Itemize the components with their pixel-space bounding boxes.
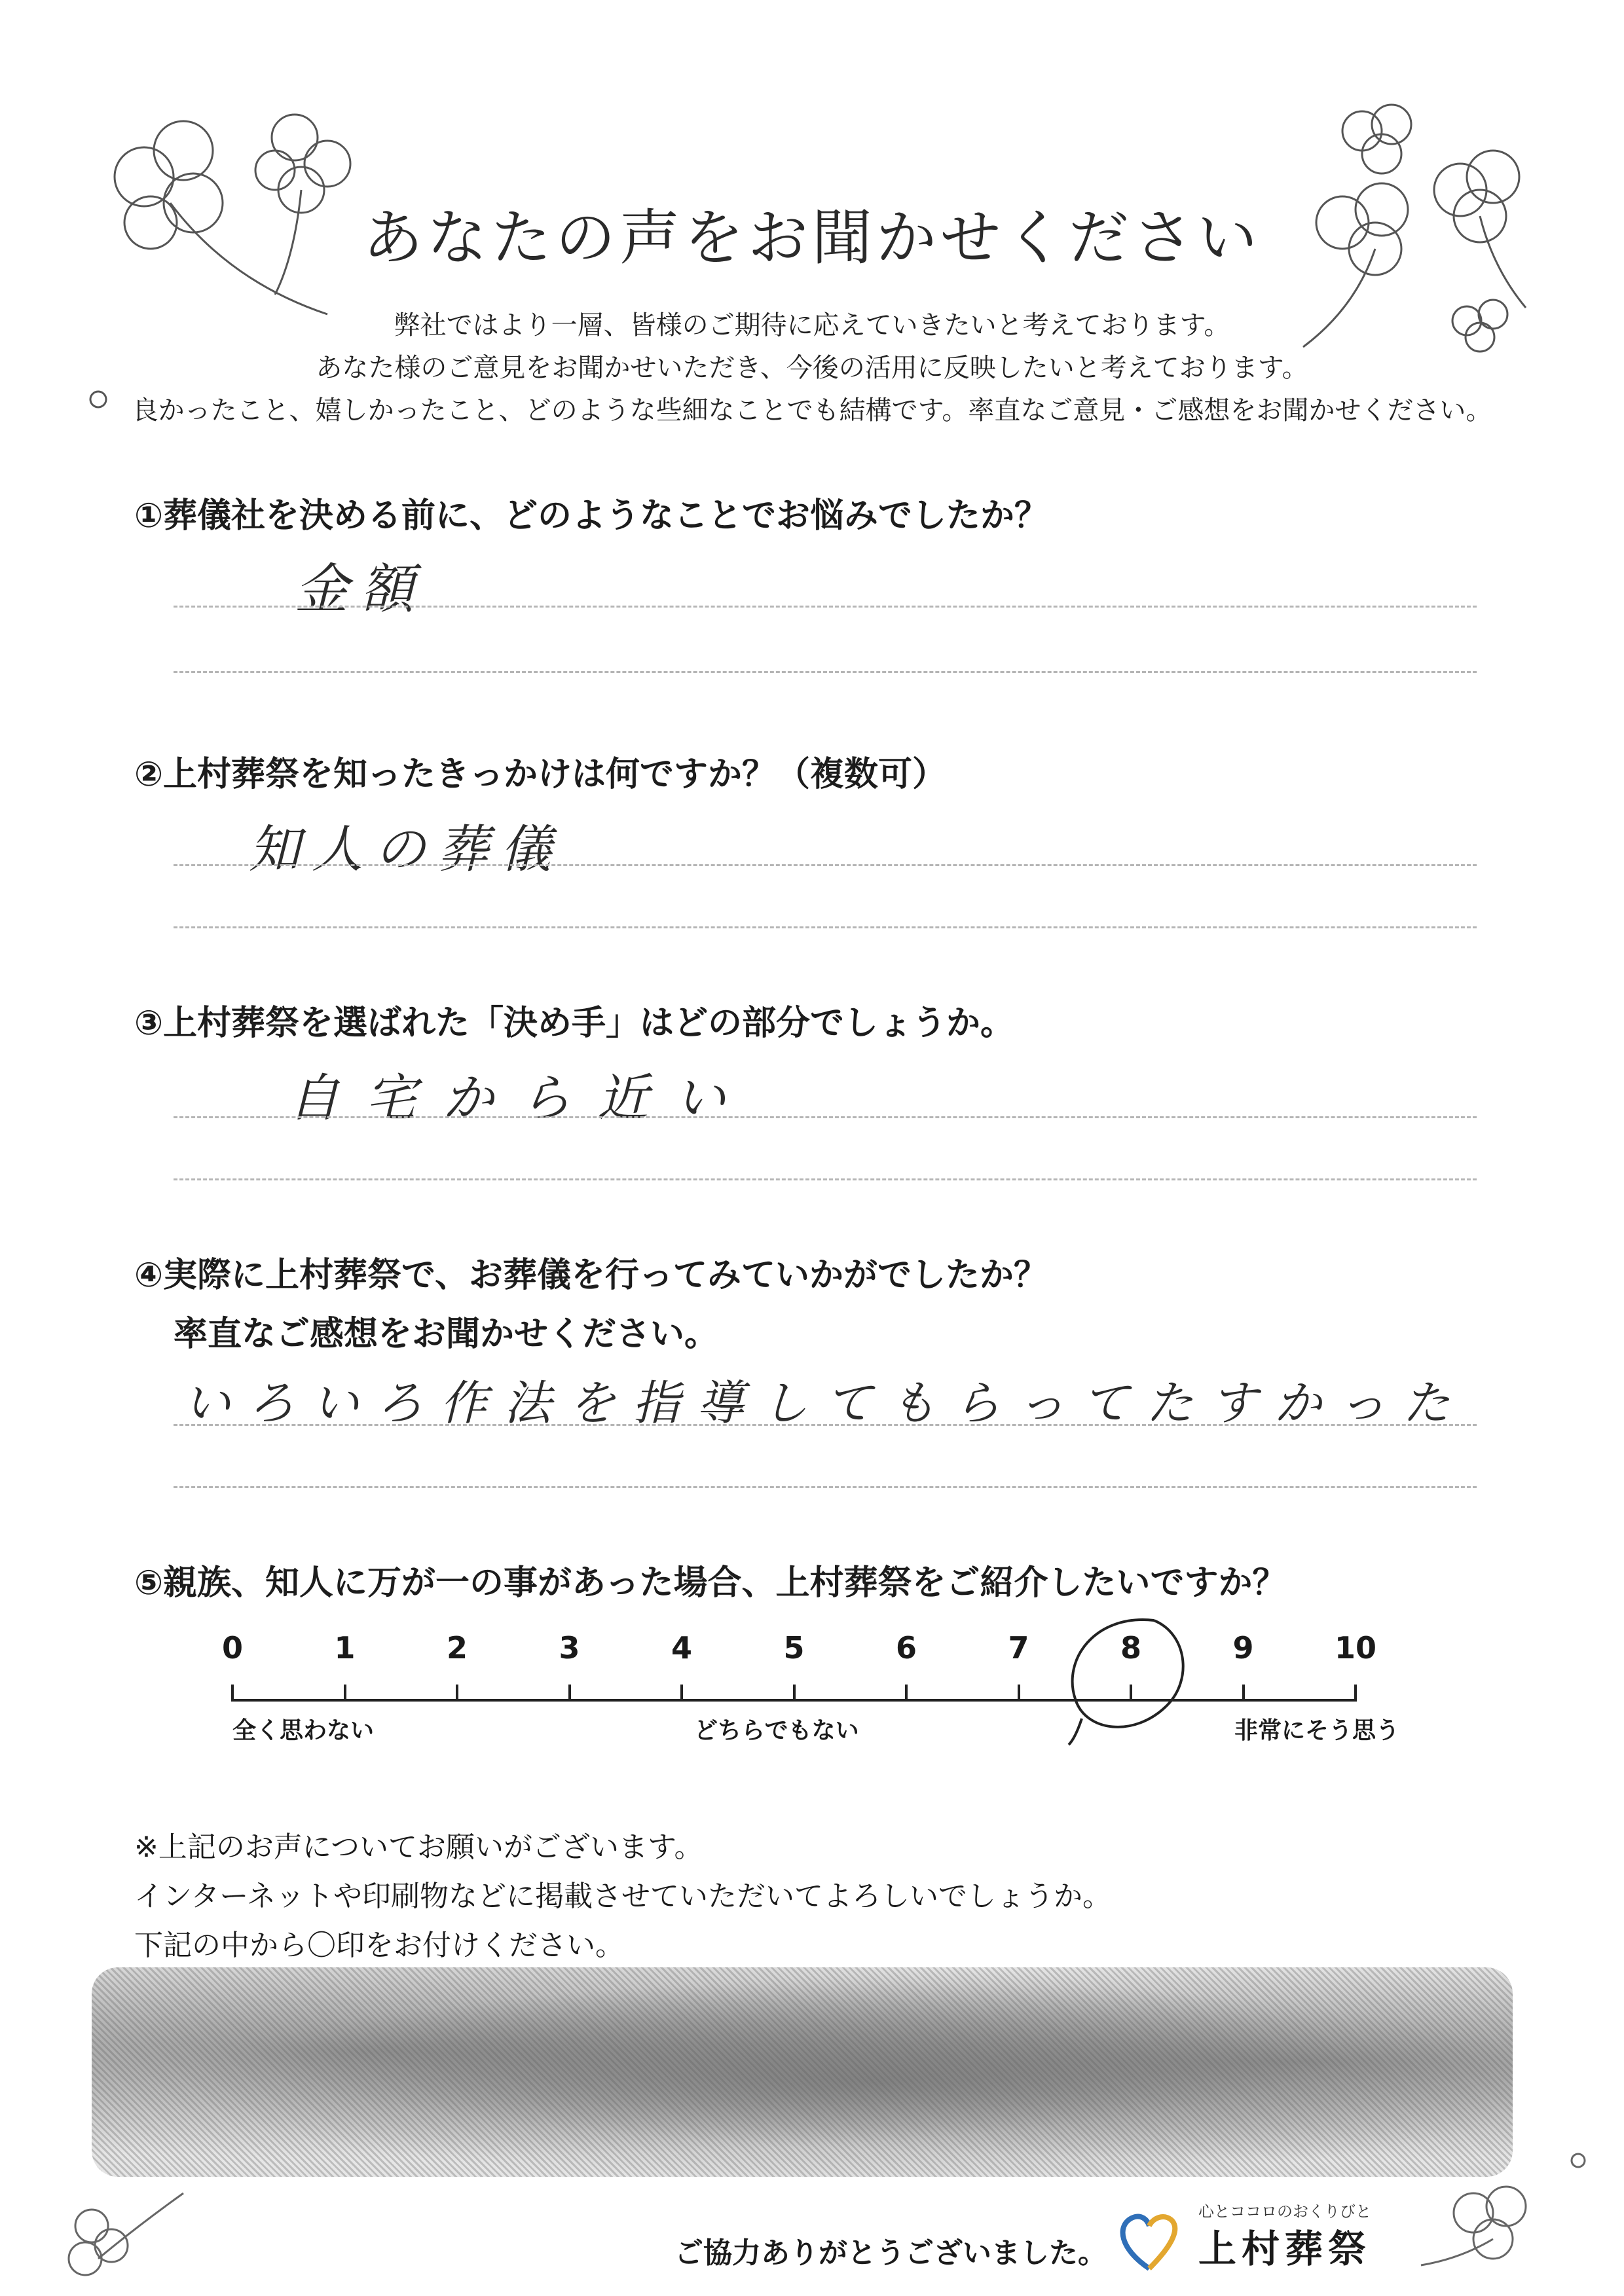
scale-number-8[interactable]: 8 [1120, 1630, 1141, 1666]
answer-line [174, 1178, 1477, 1180]
answer-1[interactable]: 金額 [295, 558, 426, 621]
answer-2[interactable]: 知人の葬儀 [249, 820, 564, 879]
note-line-1: ※上記のお声についてお願いがございます。 [134, 1831, 703, 1864]
answer-4[interactable]: いろいろ作法を指導してもらってたすかった [183, 1376, 1467, 1430]
scale-number-5[interactable]: 5 [783, 1630, 805, 1666]
answer-line [174, 606, 1477, 608]
scale-tick [456, 1685, 458, 1702]
note-line-3: 下記の中から〇印をお付けください。 [134, 1929, 624, 1962]
footer-thanks: ご協力ありがとうございました。 [674, 2236, 1107, 2270]
answer-line [174, 1424, 1477, 1426]
scale-label-low: 全く思わない [232, 1717, 375, 1744]
question-1: ①葬儀社を決める前に、どのようなことでお悩みでしたか？ [134, 496, 1049, 536]
question-2: ②上村葬祭を知ったきっかけは何ですか？（複数可） [134, 755, 947, 794]
question-4: ④実際に上村葬祭で、お葬儀を行ってみていかがでしたか？ [134, 1256, 1048, 1295]
heart-logo-icon [1113, 2206, 1185, 2278]
scale-number-1[interactable]: 1 [334, 1630, 356, 1666]
answer-line [174, 1486, 1477, 1488]
intro-line-3: 良かったこと、嬉しかったこと、どのような些細なことでも結構です。率直なご意見・ご感想をお聞かせください。 [132, 395, 1492, 426]
question-3: ③上村葬祭を選ばれた「決め手」はどの部分でしょうか。 [134, 1004, 1015, 1043]
scale-number-4[interactable]: 4 [671, 1630, 692, 1666]
scale-number-7[interactable]: 7 [1008, 1630, 1029, 1666]
logo-name: 上村葬祭 [1198, 2227, 1372, 2271]
scale-label-mid: どちらでもない [694, 1717, 859, 1744]
answer-line [174, 926, 1477, 928]
scale-tick [568, 1685, 571, 1702]
answer-3[interactable]: 自宅から近い [288, 1069, 752, 1128]
redacted-area [92, 1967, 1513, 2177]
answer-line [174, 671, 1477, 673]
scale-number-3[interactable]: 3 [559, 1630, 580, 1666]
scale-tick [344, 1685, 346, 1702]
scale-tick [231, 1685, 234, 1702]
scale-tick [680, 1685, 683, 1702]
scale-tick [793, 1685, 796, 1702]
page-title: あなたの声をお聞かせください [362, 203, 1261, 273]
scale-number-2[interactable]: 2 [446, 1630, 468, 1666]
scale-tick [905, 1685, 908, 1702]
scale-label-high: 非常にそう思う [1234, 1717, 1400, 1744]
scale-tick [1354, 1685, 1357, 1702]
scale-number-9[interactable]: 9 [1232, 1630, 1254, 1666]
answer-line [174, 864, 1477, 866]
note-line-2: インターネットや印刷物などに掲載させていただいてよろしいでしょうか。 [134, 1880, 1112, 1913]
scale-tick [1018, 1685, 1020, 1702]
logo-tagline: 心とココロのおくりびと [1198, 2202, 1371, 2221]
scale-number-6[interactable]: 6 [895, 1630, 917, 1666]
question-4-sub: 率直なご感想をお聞かせください。 [174, 1315, 719, 1354]
intro-line-1: 弊社ではより一層、皆様のご期待に応えていきたいと考えております。 [394, 310, 1230, 340]
intro-line-2: あなた様のご意見をお聞かせいただき、今後の活用に反映したいと考えております。 [316, 353, 1308, 383]
scale-number-10[interactable]: 10 [1334, 1630, 1376, 1666]
scale-tick [1242, 1685, 1245, 1702]
scale-number-0[interactable]: 0 [221, 1630, 243, 1666]
answer-line [174, 1116, 1477, 1118]
rating-selection-circle [1056, 1607, 1200, 1758]
question-5: ⑤親族、知人に万が一の事があった場合、上村葬祭をご紹介したいですか？ [134, 1563, 1287, 1603]
